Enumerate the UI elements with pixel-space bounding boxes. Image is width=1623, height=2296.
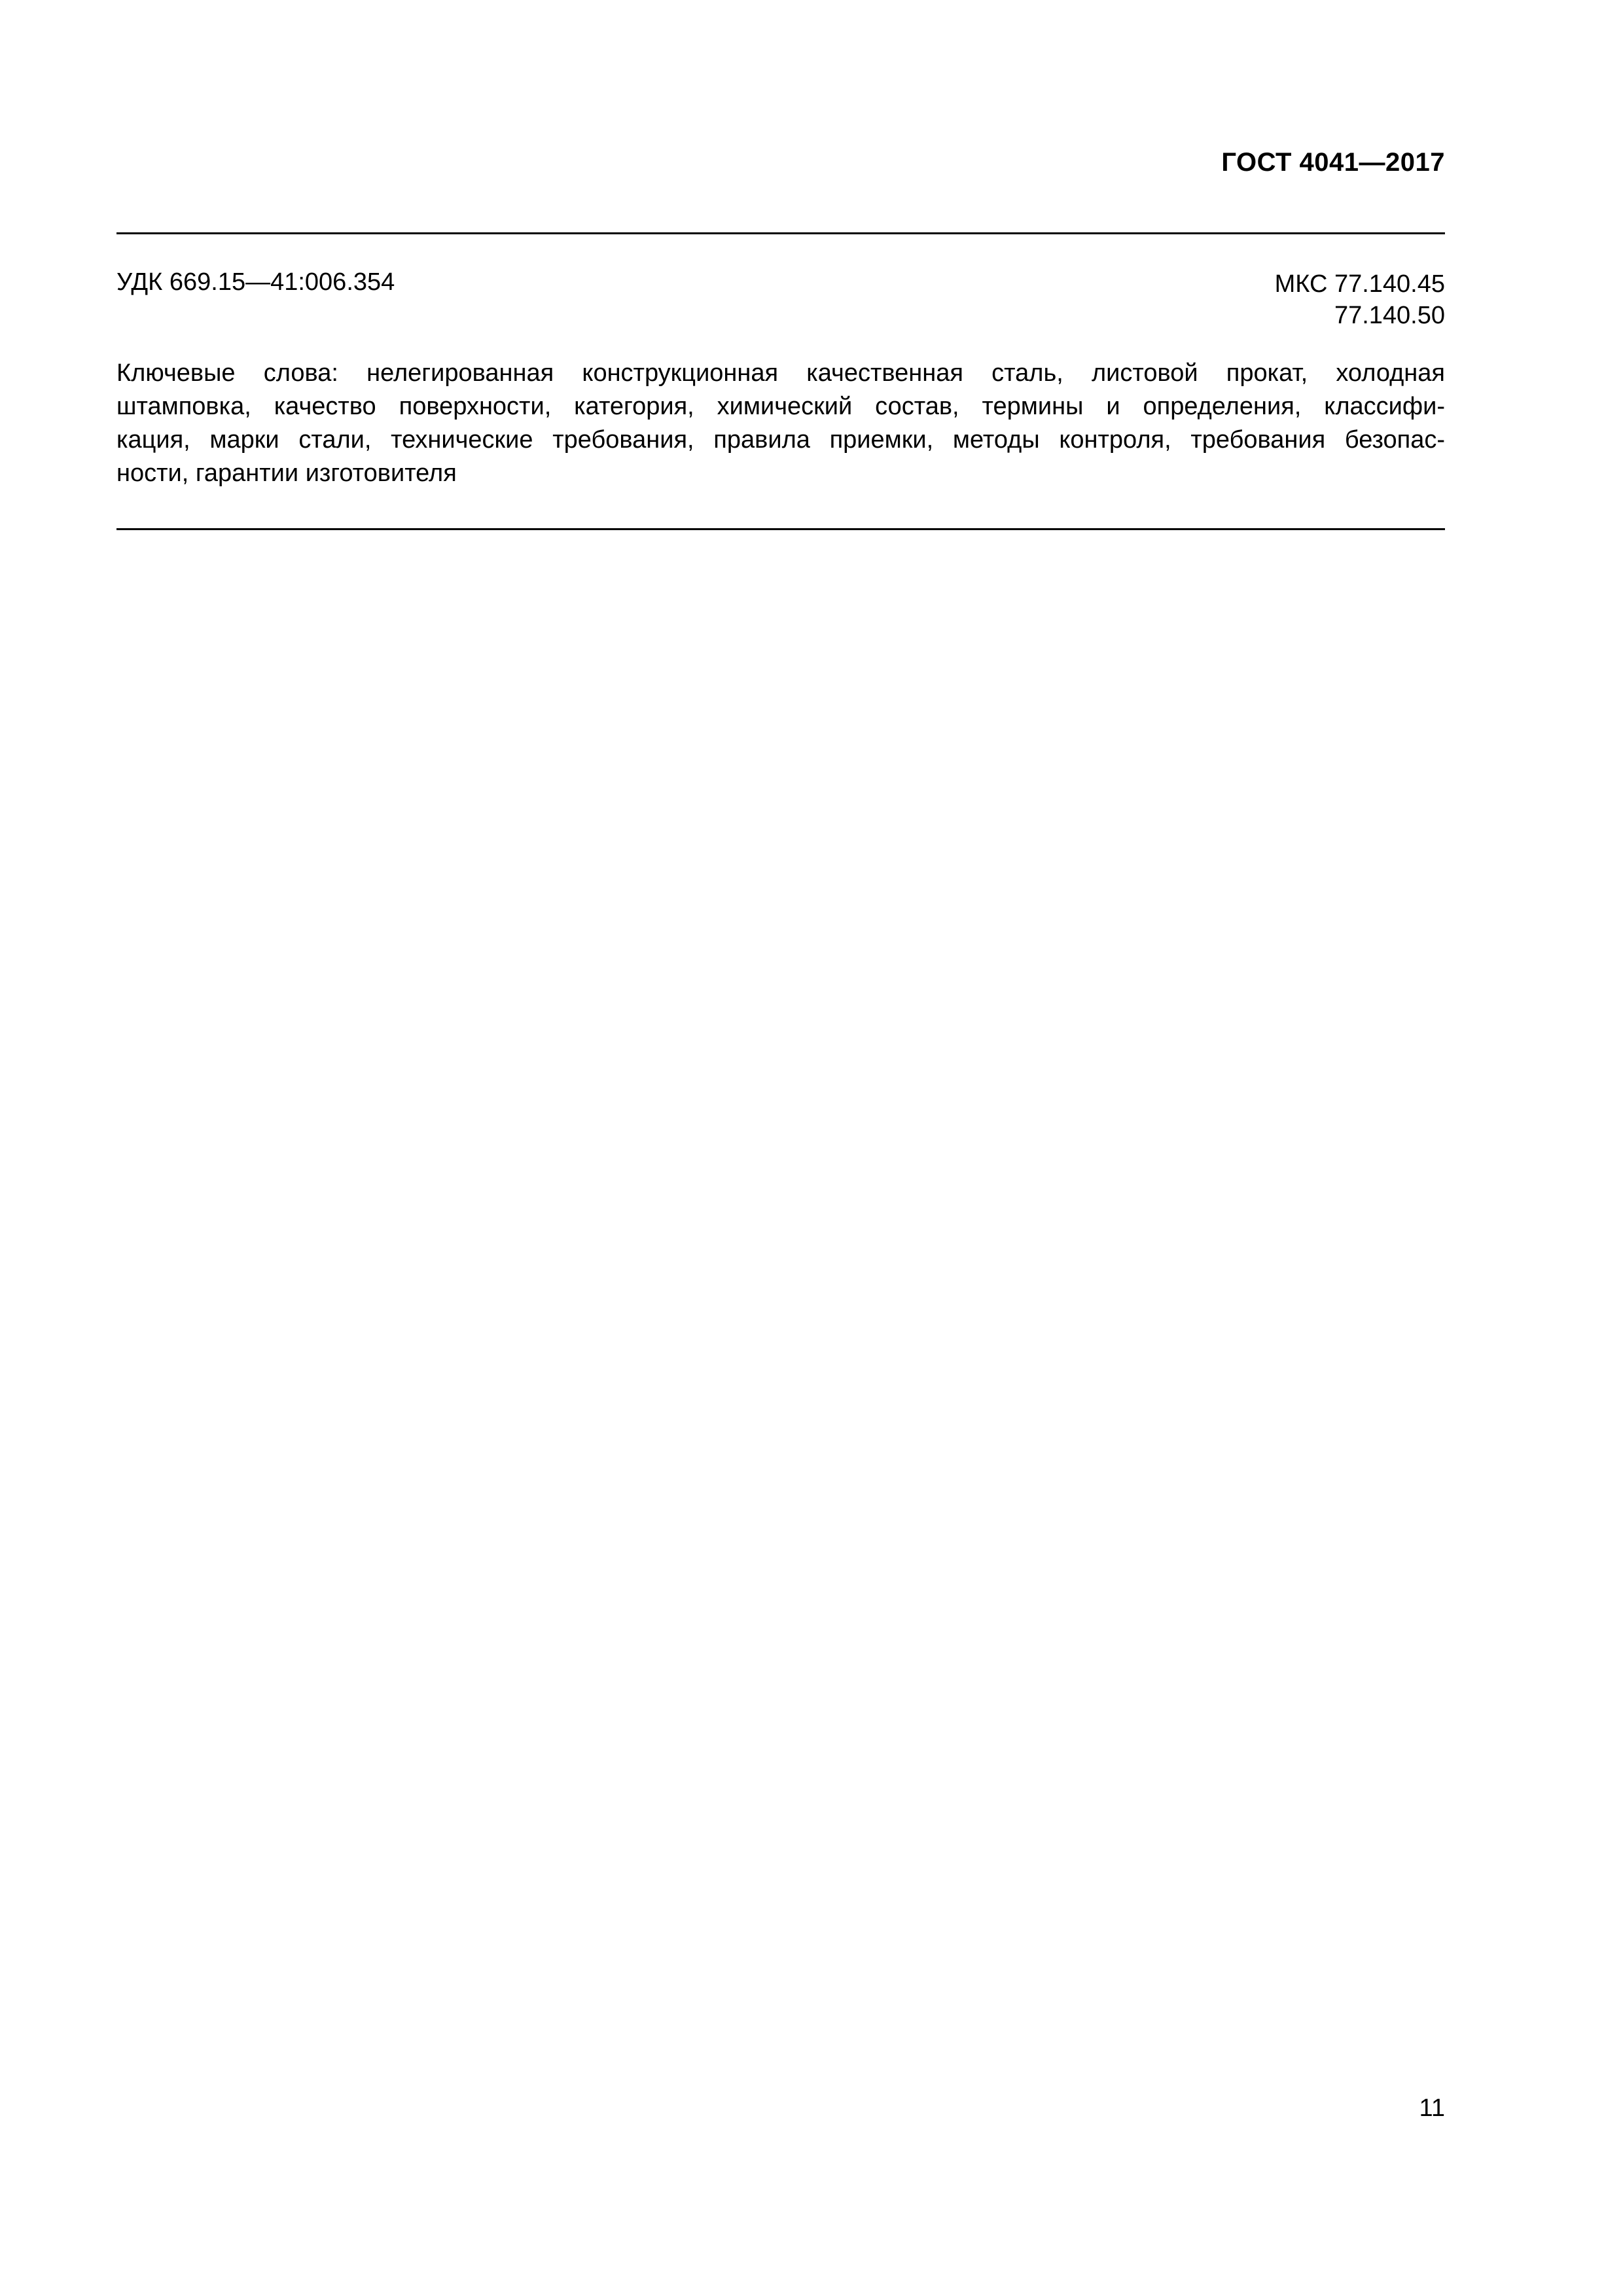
mks-code-line-2: 77.140.50 [1334,302,1445,329]
keywords-line: штамповка, качество поверхности, категория, химический состав, термины и определения, классифи- [116,393,1445,420]
bottom-divider [116,528,1445,530]
keywords-line: Ключевые слова: нелегированная конструкционная качественная сталь, листовой прокат, холодная [116,359,1445,387]
mks-codes [1275,268,1445,331]
page-number: 11 [1419,2094,1445,2122]
udk-code: УДК 669.15—41:006.354 [116,268,395,296]
standard-code: ГОСТ 4041—2017 [1221,148,1445,177]
keywords-paragraph [116,357,1445,490]
top-divider [116,232,1445,234]
keywords-line: ности, гарантии изготовителя [116,459,457,487]
keywords-line: кация, марки стали, технические требования, правила приемки, методы контроля, требования безопас- [116,426,1445,454]
mks-code-line-1: МКС 77.140.45 [1274,270,1445,298]
